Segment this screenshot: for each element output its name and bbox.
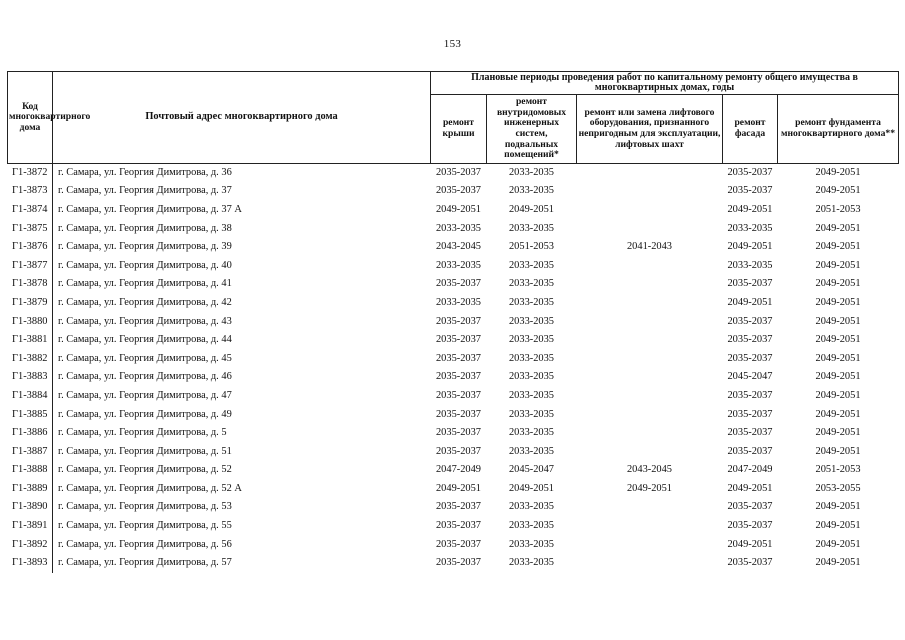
cell-roof: 2049-2051 [435,203,482,215]
table-row [8,256,899,275]
cell-engineering: 2033-2035 [508,296,555,308]
cell-foundation: 2049-2051 [815,278,861,290]
cell-engineering: 2033-2035 [508,427,555,439]
cell-address: г. Самара, ул. Георгия Димитрова, д. 37 [58,185,232,197]
cell-address: г. Самара, ул. Георгия Димитрова, д. 39 [58,241,232,253]
cell-facade: 2035-2037 [727,557,773,569]
cell-address: г. Самара, ул. Георгия Димитрова, д. 37 А [58,203,242,215]
header-roof: ремонт крыши [431,95,487,164]
cell-code: Г1-3881 [8,331,53,350]
cell-engineering: 2033-2035 [508,389,555,401]
cell-code: Г1-3884 [8,387,53,406]
table-header [8,72,899,164]
cell-roof: 2035-2037 [435,278,482,290]
cell-foundation: 2049-2051 [815,408,861,420]
cell-roof: 2035-2037 [435,520,482,532]
cell-roof: 2035-2037 [435,167,482,179]
table-row [8,535,899,554]
cell-foundation: 2049-2051 [815,445,861,457]
cell-roof: 2033-2035 [435,222,482,234]
cell-elevator: 2043-2045 [626,464,673,476]
cell-elevator [577,182,723,201]
cell-code: Г1-3888 [8,461,53,480]
cell-facade: 2049-2051 [727,241,773,253]
cell-facade: 2049-2051 [727,482,773,494]
cell-engineering: 2033-2035 [508,408,555,420]
table-row [8,312,899,331]
cell-address: г. Самара, ул. Георгия Димитрова, д. 47 [58,389,232,401]
table-row [8,164,899,183]
cell-code: Г1-3874 [8,201,53,220]
cell-engineering: 2033-2035 [508,352,555,364]
cell-facade: 2035-2037 [727,278,773,290]
table-row [8,480,899,499]
cell-code: Г1-3885 [8,405,53,424]
cell-foundation: 2049-2051 [815,352,861,364]
cell-code: Г1-3892 [8,535,53,554]
cell-code: Г1-3891 [8,517,53,536]
cell-engineering: 2033-2035 [508,315,555,327]
cell-foundation: 2049-2051 [815,334,861,346]
cell-facade: 2035-2037 [727,427,773,439]
cell-foundation: 2049-2051 [815,259,861,271]
cell-engineering: 2033-2035 [508,222,555,234]
cell-address: г. Самара, ул. Георгия Димитрова, д. 55 [58,520,232,532]
cell-foundation: 2049-2051 [815,241,861,253]
cell-roof: 2047-2049 [435,464,482,476]
cell-code: Г1-3873 [8,182,53,201]
page-number: 153 [443,38,462,50]
cell-foundation: 2049-2051 [815,557,861,569]
header-code: Код многоквартирного дома [8,72,53,164]
cell-roof: 2035-2037 [435,315,482,327]
cell-foundation: 2049-2051 [815,501,861,513]
cell-elevator [577,164,723,183]
table-row [8,349,899,368]
table-row [8,294,899,313]
table-row [8,442,899,461]
header-engineering: ремонт внутридомовых инженерных систем, подвальных помещений* [487,95,577,164]
cell-address: г. Самара, ул. Георгия Димитрова, д. 41 [58,278,232,290]
cell-engineering: 2033-2035 [508,259,555,271]
cell-facade: 2035-2037 [727,334,773,346]
cell-address: г. Самара, ул. Георгия Димитрова, д. 49 [58,408,232,420]
cell-address: г. Самара, ул. Георгия Димитрова, д. 43 [58,315,232,327]
cell-roof: 2035-2037 [435,557,482,569]
cell-engineering: 2045-2047 [508,464,555,476]
cell-roof: 2035-2037 [435,371,482,383]
cell-elevator [577,275,723,294]
cell-foundation: 2049-2051 [815,538,861,550]
cell-engineering: 2033-2035 [508,334,555,346]
cell-elevator [577,349,723,368]
cell-address: г. Самара, ул. Георгия Димитрова, д. 45 [58,352,232,364]
cell-foundation: 2053-2055 [815,482,861,494]
cell-engineering: 2049-2051 [508,482,555,494]
table-row [8,368,899,387]
cell-roof: 2035-2037 [435,501,482,513]
cell-address: г. Самара, ул. Георгия Димитрова, д. 38 [58,222,232,234]
cell-engineering: 2033-2035 [508,185,555,197]
cell-roof: 2035-2037 [435,538,482,550]
cell-engineering: 2033-2035 [508,557,555,569]
cell-code: Г1-3887 [8,442,53,461]
cell-elevator [577,331,723,350]
cell-facade: 2047-2049 [727,464,773,476]
cell-address: г. Самара, ул. Георгия Димитрова, д. 42 [58,296,232,308]
table-body [8,164,899,573]
cell-elevator [577,368,723,387]
cell-engineering: 2033-2035 [508,520,555,532]
header-facade: ремонт фасада [723,95,778,164]
cell-address: г. Самара, ул. Георгия Димитрова, д. 57 [58,557,232,569]
cell-engineering: 2049-2051 [508,203,555,215]
cell-elevator [577,219,723,238]
cell-code: Г1-3890 [8,498,53,517]
cell-facade: 2035-2037 [727,408,773,420]
cell-facade: 2049-2051 [727,538,773,550]
table-row [8,554,899,573]
cell-foundation: 2049-2051 [815,185,861,197]
table-row [8,275,899,294]
cell-roof: 2035-2037 [435,185,482,197]
cell-code: Г1-3893 [8,554,53,573]
cell-foundation: 2051-2053 [815,203,861,215]
cell-address: г. Самара, ул. Георгия Димитрова, д. 56 [58,538,232,550]
cell-code: Г1-3876 [8,238,53,257]
cell-engineering: 2033-2035 [508,167,555,179]
table-row [8,201,899,220]
cell-foundation: 2049-2051 [815,222,861,234]
cell-elevator [577,387,723,406]
cell-elevator [577,498,723,517]
header-foundation: ремонт фундамента многоквартирного дома** [778,95,899,164]
cell-facade: 2035-2037 [727,167,773,179]
cell-facade: 2033-2035 [727,259,773,271]
cell-foundation: 2049-2051 [815,296,861,308]
cell-facade: 2035-2037 [727,389,773,401]
cell-code: Г1-3878 [8,275,53,294]
cell-code: Г1-3883 [8,368,53,387]
cell-facade: 2045-2047 [727,371,773,383]
header-address: Почтовый адрес многоквартирного дома [53,72,431,164]
cell-code: Г1-3875 [8,219,53,238]
table-row [8,331,899,350]
cell-roof: 2035-2037 [435,389,482,401]
cell-address: г. Самара, ул. Георгия Димитрова, д. 52 А [58,482,242,494]
cell-roof: 2035-2037 [435,408,482,420]
cell-address: г. Самара, ул. Георгия Димитрова, д. 5 [58,427,227,439]
cell-facade: 2035-2037 [727,445,773,457]
table-row [8,424,899,443]
cell-engineering: 2033-2035 [508,538,555,550]
cell-address: г. Самара, ул. Георгия Димитрова, д. 46 [58,371,232,383]
cell-elevator [577,517,723,536]
cell-address: г. Самара, ул. Георгия Димитрова, д. 44 [58,334,232,346]
table-row [8,517,899,536]
cell-facade: 2049-2051 [727,203,773,215]
cell-address: г. Самара, ул. Георгия Димитрова, д. 53 [58,501,232,513]
cell-elevator [577,554,723,573]
cell-engineering: 2051-2053 [508,241,555,253]
table-row [8,182,899,201]
cell-address: г. Самара, ул. Георгия Димитрова, д. 52 [58,464,232,476]
cell-address: г. Самара, ул. Георгия Димитрова, д. 40 [58,259,232,271]
cell-elevator [577,256,723,275]
cell-facade: 2035-2037 [727,315,773,327]
cell-elevator [577,294,723,313]
cell-code: Г1-3886 [8,424,53,443]
cell-roof: 2033-2035 [435,296,482,308]
cell-foundation: 2049-2051 [815,371,861,383]
cell-facade: 2049-2051 [727,296,773,308]
cell-code: Г1-3880 [8,312,53,331]
cell-foundation: 2049-2051 [815,167,861,179]
capital-repair-plan-table [7,71,899,573]
cell-facade: 2035-2037 [727,501,773,513]
table-row [8,461,899,480]
cell-facade: 2035-2037 [727,352,773,364]
header-periods: Плановые периоды проведения работ по капитальному ремонту общего имущества в многоквартирных домах, годы [431,72,899,95]
cell-roof: 2033-2035 [435,259,482,271]
table-row [8,219,899,238]
table-row [8,498,899,517]
cell-foundation: 2051-2053 [815,464,861,476]
cell-facade: 2035-2037 [727,520,773,532]
cell-roof: 2035-2037 [435,352,482,364]
cell-foundation: 2049-2051 [815,315,861,327]
cell-engineering: 2033-2035 [508,501,555,513]
cell-code: Г1-3877 [8,256,53,275]
table-row [8,387,899,406]
cell-code: Г1-3889 [8,480,53,499]
table-row [8,238,899,257]
cell-code: Г1-3882 [8,349,53,368]
cell-address: г. Самара, ул. Георгия Димитрова, д. 51 [58,445,232,457]
cell-elevator [577,312,723,331]
cell-foundation: 2049-2051 [815,520,861,532]
cell-facade: 2033-2035 [727,222,773,234]
cell-code: Г1-3872 [8,164,53,183]
cell-elevator: 2041-2043 [626,241,673,253]
cell-elevator: 2049-2051 [626,482,673,494]
table-row [8,405,899,424]
cell-facade: 2035-2037 [727,185,773,197]
cell-foundation: 2049-2051 [815,389,861,401]
cell-engineering: 2033-2035 [508,371,555,383]
cell-elevator [577,442,723,461]
header-elevator: ремонт или замена лифтового оборудования, признанного непригодным для эксплуатации, лифтовых шахт [577,95,723,164]
cell-roof: 2035-2037 [435,427,482,439]
cell-elevator [577,405,723,424]
cell-elevator [577,424,723,443]
cell-foundation: 2049-2051 [815,427,861,439]
cell-roof: 2035-2037 [435,445,482,457]
cell-roof: 2035-2037 [435,334,482,346]
cell-roof: 2049-2051 [435,482,482,494]
cell-address: г. Самара, ул. Георгия Димитрова, д. 36 [58,167,232,179]
cell-engineering: 2033-2035 [508,278,555,290]
cell-roof: 2043-2045 [435,241,482,253]
cell-engineering: 2033-2035 [508,445,555,457]
cell-elevator [577,535,723,554]
cell-code: Г1-3879 [8,294,53,313]
cell-elevator [577,201,723,220]
